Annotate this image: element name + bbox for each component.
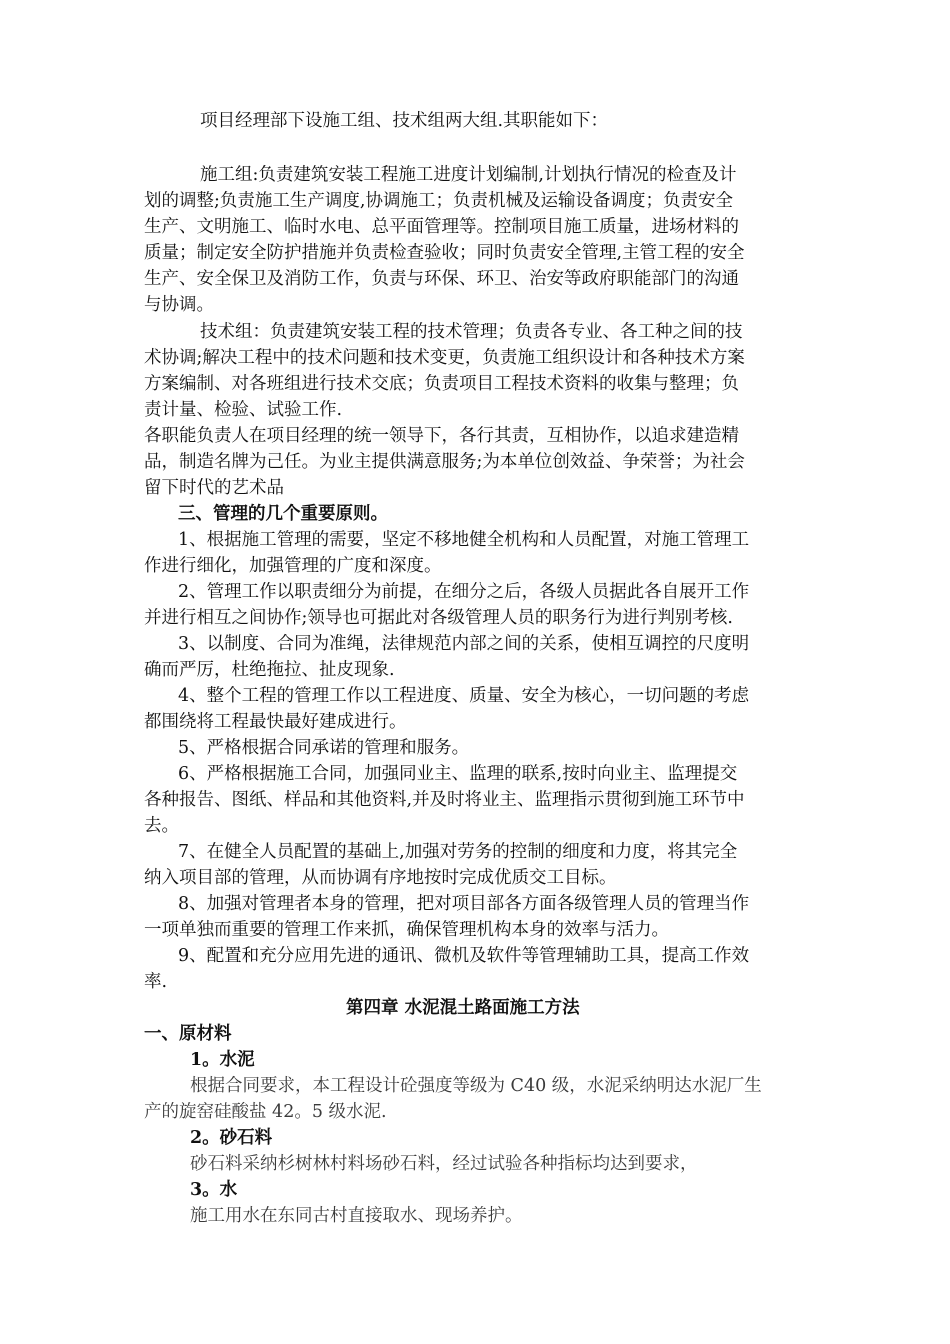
section-heading: 一、原材料 xyxy=(144,1024,232,1044)
paragraph-line: 确而严厉，杜绝拖拉、扯皮现象. xyxy=(144,660,395,680)
paragraph-line: 砂石料采纳杉树林村料场砂石料，经过试验各种指标均达到要求， xyxy=(190,1154,698,1174)
paragraph-line: 产的旋窑硅酸盐 42。5 级水泥. xyxy=(144,1102,387,1122)
paragraph-line: 并进行相互之间协作;领导也可据此对各级管理人员的职务行为进行判别考核. xyxy=(144,608,733,628)
paragraph-line: 各职能负责人在项目经理的统一领导下，各行其责，互相协作，以追求建造精 xyxy=(144,426,739,446)
paragraph-line: 3、以制度、合同为准绳，法律规范内部之间的关系，使相互调控的尺度明 xyxy=(178,634,750,654)
section-heading: 第四章 水泥混土路面施工方法 xyxy=(346,998,580,1018)
paragraph-line: 一项单独而重要的管理工作来抓，确保管理机构本身的效率与活力。 xyxy=(144,920,669,940)
paragraph-line: 作进行细化，加强管理的广度和深度。 xyxy=(144,556,442,576)
paragraph-line: 品，制造名牌为己任。为业主提供满意服务;为本单位创效益、争荣誉；为社会 xyxy=(144,452,745,472)
paragraph-line: 方案编制、对各班组进行技术交底；负责项目工程技术资料的收集与整理；负 xyxy=(144,374,739,394)
paragraph-line: 纳入项目部的管理，从而协调有序地按时完成优质交工目标。 xyxy=(144,868,617,888)
paragraph-line: 根据合同要求，本工程设计砼强度等级为 C40 级，水泥采纳明达水泥厂生 xyxy=(190,1076,762,1096)
paragraph-line: 责计量、检验、试验工作. xyxy=(144,400,343,420)
paragraph-line: 去。 xyxy=(144,816,179,836)
paragraph-line: 1、根据施工管理的需要，坚定不移地健全机构和人员配置，对施工管理工 xyxy=(178,530,750,550)
paragraph-line: 技术组：负责建筑安装工程的技术管理；负责各专业、各工种之间的技 xyxy=(200,322,743,342)
paragraph-line: 术协调;解决工程中的技术问题和技术变更，负责施工组织设计和各种技术方案 xyxy=(144,348,745,368)
paragraph-line: 4、整个工程的管理工作以工程进度、质量、安全为核心，一切问题的考虑 xyxy=(178,686,750,706)
paragraph-line: 各种报告、图纸、样品和其他资料,并及时将业主、监理指示贯彻到施工环节中 xyxy=(144,790,745,810)
paragraph-line: 6、严格根据施工合同，加强同业主、监理的联系,按时向业主、监理提交 xyxy=(178,764,738,784)
paragraph-line: 与协调。 xyxy=(144,295,214,315)
paragraph-line: 率. xyxy=(144,972,168,992)
paragraph-line: 生产、文明施工、临时水电、总平面管理等。控制项目施工质量，进场材料的 xyxy=(144,217,739,237)
paragraph-line: 2、管理工作以职责细分为前提，在细分之后，各级人员据此各自展开工作 xyxy=(178,582,750,602)
paragraph-line: 都围绕将工程最快最好建成进行。 xyxy=(144,712,407,732)
paragraph-line: 8、加强对管理者本身的管理，把对项目部各方面各级管理人员的管理当作 xyxy=(178,894,750,914)
paragraph-line: 施工组:负责建筑安装工程施工进度计划编制,计划执行情况的检查及计 xyxy=(200,165,737,185)
paragraph-line: 项目经理部下设施工组、技术组两大组.其职能如下： xyxy=(200,111,609,131)
paragraph-line: 留下时代的艺术品 xyxy=(144,478,284,498)
section-heading: 2。砂石料 xyxy=(190,1128,273,1148)
paragraph-line: 5、严格根据合同承诺的管理和服务。 xyxy=(178,738,470,758)
section-heading: 1。水泥 xyxy=(190,1050,255,1070)
paragraph-line: 划的调整;负责施工生产调度,协调施工；负责机械及运输设备调度；负责安全 xyxy=(144,191,733,211)
section-heading: 3。水 xyxy=(190,1180,238,1200)
paragraph-line: 施工用水在东同古村直接取水、现场养护。 xyxy=(190,1206,523,1226)
paragraph-line: 7、在健全人员配置的基础上,加强对劳务的控制的细度和力度，将其完全 xyxy=(178,842,738,862)
section-heading: 三、管理的几个重要原则。 xyxy=(178,504,388,524)
paragraph-line: 生产、安全保卫及消防工作，负责与环保、环卫、治安等政府职能部门的沟通 xyxy=(144,269,739,289)
paragraph-line: 质量；制定安全防护措施并负责检查验收；同时负责安全管理,主管工程的安全 xyxy=(144,243,745,263)
paragraph-line: 9、配置和充分应用先进的通讯、微机及软件等管理辅助工具，提高工作效 xyxy=(178,946,750,966)
